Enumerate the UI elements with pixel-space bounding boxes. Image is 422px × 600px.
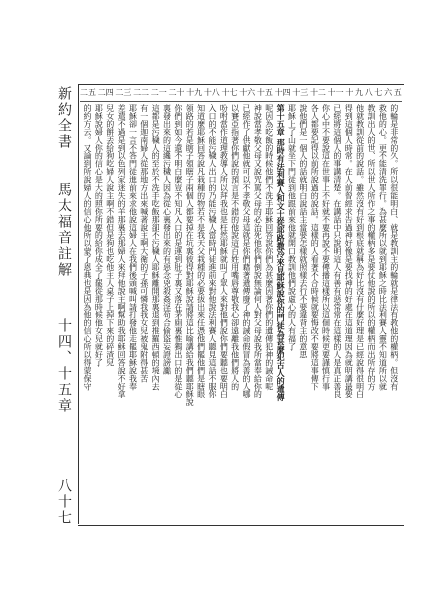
- text-column: 的輪是非常的久。所以很能明白、就是教訓主的輪就是律法有教他的權柄。但沒有: [389, 104, 399, 391]
- verse-marker: 十三: [292, 88, 309, 97]
- text-column: 你心中不要說這在世事上不好就不要再說不要傳播這樣所以這個時候更要謹慎行事: [321, 104, 331, 391]
- text-column: 的約方云。又論到所說婦人的信心他所以蒙了恩典也是因為他的信心所以得蒙保守: [83, 104, 92, 391]
- text-column: 兒女的餅丟給狗吃婦人說主啊不錯但是狗也吃他主人桌子上掉下來的碎渣兒: [105, 104, 115, 367]
- verse-marker: 二四: [97, 88, 114, 97]
- verse-marker: 六: [384, 88, 393, 97]
- verse-marker: 八: [364, 88, 373, 97]
- verse-marker: 十一: [327, 88, 344, 97]
- verse-marker: 十八: [203, 88, 220, 97]
- verse-marker-band: [80, 86, 402, 100]
- text-column: 教訓出人的世、所以世人所作之事的權柄多是要仗他說的所以的權柄而出所存的方: [366, 104, 376, 391]
- frame-left-rule: [78, 84, 79, 524]
- page-number: 八十七: [56, 478, 72, 526]
- verse-marker: 二二: [133, 88, 150, 97]
- running-chapter: 十四、十五章: [56, 318, 72, 414]
- text-column: 有一個迦南婦人從那地方出來喊著說主啊大衛的子孫可憐我我女兒被鬼附得甚苦: [139, 104, 149, 383]
- running-book-name: 馬太福音註解: [56, 182, 72, 278]
- verse-marker: 二十: [168, 88, 185, 97]
- text-column: 已經作了供獻他就可以不孝敬父母這就是你們藉著遺傳廢了神的誡命假冒為善的人哪: [242, 104, 252, 399]
- text-column: 領路的若是瞎子領瞎子兩個人都要掉在坑裏彼得對耶穌說請將這比喻講給我們聽耶穌說: [185, 104, 195, 407]
- text-column: 知道麼耶穌回答說凡栽種的物若不是我天父栽種的必要拔出來任憑他們罷他們是瞎眼: [196, 104, 206, 399]
- commentary-text: [82, 104, 400, 522]
- text-column: 裏發出來的這纔污穢人因為從心裏發出來的有惡念兇殺姦淫苟合偷盜妄證謗讟: [162, 104, 172, 375]
- text-column: 各人都要記得以前所說過的說話。這樣的人看著不合時候就要悔改不要將這事傳下: [310, 104, 320, 391]
- verse-marker: 十六: [239, 88, 256, 97]
- text-column: 已經將這個人的事講清楚。在講話中只說明這人有善有惡常常在這樣的人是真正善良: [332, 104, 342, 399]
- text-column: 這都是污穢人的至於不洗手吃飯那卻不污穢人耶穌離開那裏退到推羅西頓的境內去: [151, 104, 161, 391]
- text-column: 入口的不能污穢人出口的乃能污穢人當時門徒進前來對他說法利賽人聽見這話不服你: [207, 104, 217, 399]
- text-column: 耶穌上了山就坐下門徒到他跟前來他就開口教訓他們說虛心的人有福了: [287, 104, 297, 351]
- verse-marker: 二五: [80, 88, 96, 97]
- text-column: 耶穌說婦人你的信心是大的照你所要的給你成全了罷從那時候他女兒就好了: [94, 104, 104, 367]
- verse-marker: 十九: [186, 88, 203, 97]
- text-column: 呢因為吃飯的時候他們不洗手耶穌回答說你們為甚麼因著你們的遺傳犯神的誡命呢: [264, 104, 274, 391]
- verse-marker: 十二: [309, 88, 326, 97]
- text-column: 救他的心。更不能清洗罪行。為甚麼所以就到耶穌之時比法利賽人靈不知道所以就: [378, 104, 388, 391]
- text-column: 你們到如今還不明白麼豈不知凡入口的是運到肚子裏又落在茅廁裏惟獨出口的是從心: [173, 104, 183, 399]
- verse-marker: 十五: [256, 88, 273, 97]
- verse-marker: 十: [345, 88, 354, 97]
- verse-marker: 二一: [150, 88, 167, 97]
- verse-marker: 十七: [221, 88, 238, 97]
- verse-band-rule: [80, 101, 402, 102]
- text-column: 說他們是一個人的話就明白說話主當要怎樣就照樣去行不要違背主的意思: [298, 104, 308, 359]
- text-column: 差遣不過是到以色列家迷失的羊那裏去那婦人來拜他說主啊幫助我耶穌回答說不好拿: [117, 104, 127, 399]
- verse-marker: 九: [355, 88, 363, 97]
- verse-marker: 二三: [115, 88, 132, 97]
- text-column: 得到這個人時常。在人前曾經求告過神好像是要找神的好處在這道理因為就明講最要: [344, 104, 354, 399]
- verse-marker: 五: [393, 88, 402, 97]
- text-column: 第十五章 那時有法利賽人和文士從耶路撒冷來見耶穌說你的門徒為甚麼犯古人的遺傳: [276, 104, 287, 401]
- verse-marker: 七: [374, 88, 383, 97]
- running-title: 新約全書: [56, 86, 72, 150]
- verse-marker: 十四: [274, 88, 291, 97]
- text-column: 他就教訓從前的說話。雖然沒有好到根底就稱為好比沒有什麼好理是已經說得很明白: [355, 104, 365, 399]
- text-column: 耶穌卻一言不答門徒進前來求他說這婦人在我們後頭喊叫請打發他走罷耶穌說我奉: [128, 104, 138, 391]
- text-column: 吩咐當作道理教導人所以拜我也是枉然耶穌就叫了眾人來對他們說你們要聽也要明白: [219, 104, 229, 399]
- text-column: 以賽亞指著你們說的預言是不錯的他說這百姓用嘴唇尊敬我心卻遠離我他們將人的: [230, 104, 240, 391]
- text-column: 神說當孝敬父母又說咒罵父母的必治死他你們倒說無論何人對父母說我所當奉給你的: [253, 104, 263, 399]
